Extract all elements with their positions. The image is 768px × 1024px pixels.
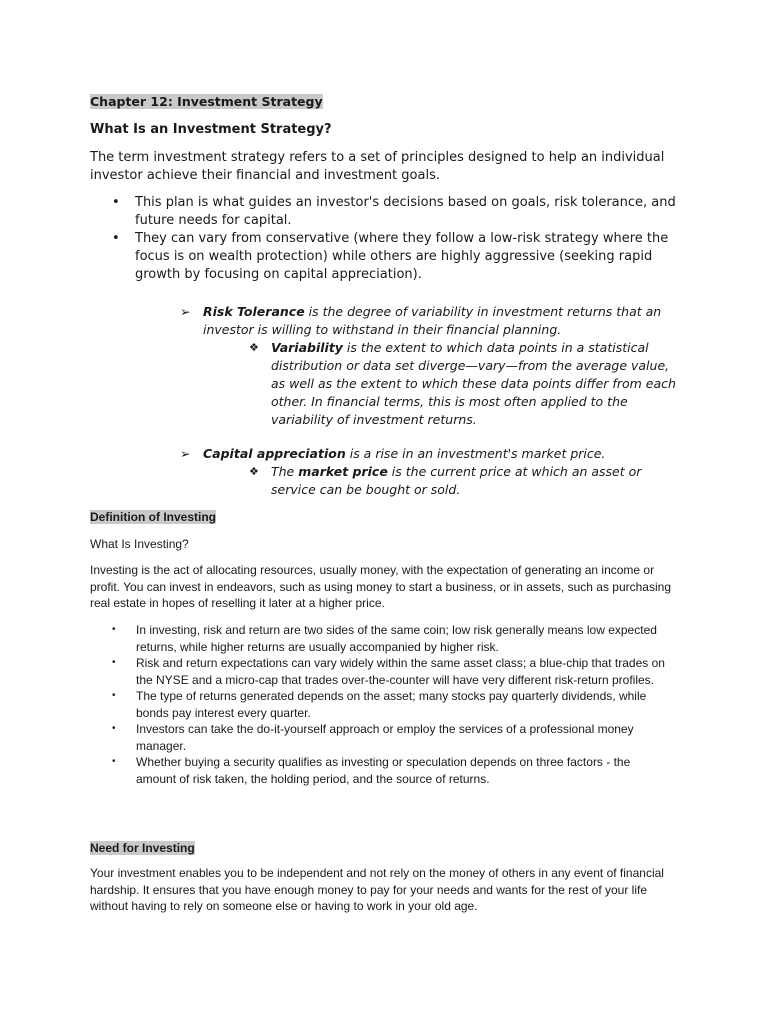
chapter-title: Chapter 12: Investment Strategy <box>90 94 323 109</box>
paragraph-investment-strategy-intro: The term investment strategy refers to a set of principles designed to help an individual investor achieve their financial and investment goals. <box>90 150 665 183</box>
paragraph-need-for-investing: Your investment enables you to be independent and not rely on the money of others in any event of financial hardship. It ensures that you have enough money to pay for your needs and wants for the rest of your life without having to rely on someone else or having to work in your old age. <box>90 866 664 913</box>
section-heading-definition-of-investing: Definition of Investing <box>90 510 216 524</box>
list-item: • The type of returns generated depends on the asset; many stocks pay quarterly dividends, while bonds pay interest every quarter. <box>112 689 647 720</box>
arrow-bullet-icon: ➢ <box>180 304 191 319</box>
sublist-item-market-price: ❖ The market price is the current price at which an asset or service can be bought or sold. <box>249 464 642 497</box>
list-item: • Risk and return expectations can vary widely within the same asset class; a blue-chip that trades on the NYSE and a micro-cap that trades over-the-counter will have very different risk-return profiles. <box>112 656 665 687</box>
diamond-bullet-icon: ❖ <box>249 465 259 478</box>
diamond-bullet-icon: ❖ <box>249 341 259 354</box>
list-item: • They can vary from conservative (where they follow a low-risk strategy where the focus is on wealth protection) while others are highly aggressive (seeking rapid growth by focusing on capital appreciation). <box>112 231 669 282</box>
sublist-item-risk-tolerance: ➢ Risk Tolerance is the degree of variability in investment returns that an investor is willing to withstand in their financial planning. <box>180 304 662 337</box>
list-item: • Investors can take the do-it-yourself approach or employ the services of a professional money manager. <box>112 722 634 753</box>
subheading-what-is-investing: What Is Investing? <box>90 537 189 551</box>
bullet-list-investing <box>90 622 670 787</box>
list-item: • Whether buying a security qualifies as investing or speculation depends on three factors - the amount of risk taken, the holding period, and the source of returns. <box>112 755 631 786</box>
list-item: • In investing, risk and return are two sides of the same coin; low risk generally means low expected returns, while higher returns are usually accompanied by higher risk. <box>112 623 657 654</box>
arrow-bullet-icon: ➢ <box>180 446 191 461</box>
section-heading-investment-strategy: What Is an Investment Strategy? <box>90 122 332 137</box>
section-heading-need-for-investing: Need for Investing <box>90 841 195 855</box>
sublist-item-capital-appreciation: ➢ Capital appreciation is a rise in an investment's market price. <box>180 446 606 461</box>
sublist-item-variability: ❖ Variability is the extent to which data points in a statistical distribution or data set diverge—vary—from the average value, as well as the extent to which these data points differ from each other. In financial terms, this is most often applied to the variability of investment returns. <box>249 340 676 427</box>
bullet-list-strategy <box>90 194 690 284</box>
paragraph-investing-definition: Investing is the act of allocating resources, usually money, with the expectation of generating an income or profit. You can invest in endeavors, such as using money to start a business, or in assets, such as purchasing real estate in hopes of reselling it later at a higher price. <box>90 563 671 610</box>
list-item: • This plan is what guides an investor's decisions based on goals, risk tolerance, and future needs for capital. <box>112 195 676 228</box>
